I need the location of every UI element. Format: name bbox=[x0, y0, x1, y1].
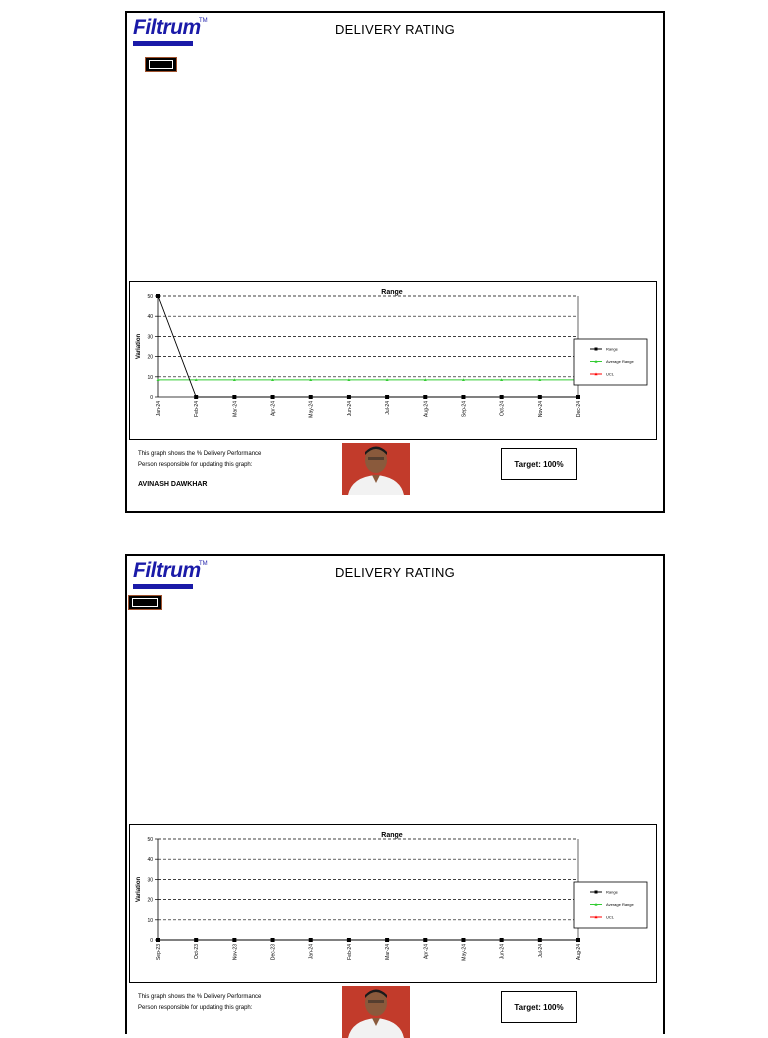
target-box: Target: 100% bbox=[501, 991, 577, 1023]
x-tick-label: Feb-24 bbox=[194, 401, 201, 417]
dark-label-box bbox=[145, 57, 177, 72]
series-line-range bbox=[158, 296, 578, 397]
x-tick-label: Oct-24 bbox=[499, 401, 506, 417]
person-photo bbox=[342, 986, 410, 1038]
legend-label: UCL bbox=[606, 914, 615, 920]
dark-label-box bbox=[128, 595, 162, 610]
data-point bbox=[385, 395, 389, 399]
x-tick-label: Aug-24 bbox=[576, 944, 582, 961]
y-axis-label: Variation bbox=[136, 333, 142, 360]
data-point bbox=[347, 395, 351, 399]
legend-label: Range bbox=[606, 346, 618, 352]
legend-label: Range bbox=[606, 889, 618, 895]
y-axis-label: Variation bbox=[136, 876, 142, 903]
x-tick-label: May-24 bbox=[308, 401, 315, 418]
page-title: DELIVERY RATING bbox=[334, 22, 456, 37]
x-tick-label: Jul-24 bbox=[537, 944, 544, 958]
data-point bbox=[576, 395, 580, 399]
graph-description: This graph shows the % Delivery Performance bbox=[138, 994, 262, 1000]
data-point bbox=[156, 938, 160, 942]
data-point bbox=[538, 938, 542, 942]
x-tick-label: Jan-24 bbox=[156, 401, 162, 417]
brand-name: Filtrum bbox=[133, 559, 201, 582]
data-point bbox=[385, 938, 389, 942]
chart-panel bbox=[129, 281, 657, 440]
x-tick-label: Nov-24 bbox=[537, 401, 544, 418]
page-title: DELIVERY RATING bbox=[334, 565, 456, 580]
data-point bbox=[500, 395, 504, 399]
x-tick-label: Oct-23 bbox=[194, 944, 201, 960]
x-tick-label: Jun-24 bbox=[346, 401, 353, 417]
report-page-2 bbox=[125, 554, 665, 1034]
data-point bbox=[423, 395, 427, 399]
y-tick-label: 40 bbox=[147, 314, 153, 321]
report-page-1 bbox=[125, 11, 665, 513]
y-tick-label: 50 bbox=[147, 294, 153, 300]
y-tick-label: 10 bbox=[147, 917, 153, 924]
legend-label: Average Range bbox=[606, 902, 634, 907]
y-tick-label: 20 bbox=[147, 354, 153, 361]
y-tick-label: 30 bbox=[147, 877, 153, 884]
brand-tm: TM bbox=[199, 561, 208, 567]
legend-label: Average Range bbox=[606, 359, 634, 364]
x-tick-label: Nov-23 bbox=[232, 944, 239, 961]
range-chart bbox=[130, 282, 656, 439]
data-point bbox=[538, 395, 542, 399]
x-tick-label: Dec-23 bbox=[270, 944, 277, 961]
data-point bbox=[156, 294, 160, 298]
y-tick-label: 50 bbox=[147, 837, 153, 843]
data-point bbox=[194, 395, 198, 399]
x-tick-label: Apr-24 bbox=[270, 401, 277, 417]
data-point bbox=[500, 938, 504, 942]
x-tick-label: Aug-24 bbox=[423, 401, 430, 418]
responsible-person: AVINASH DAWKHAR bbox=[138, 481, 208, 488]
data-point bbox=[271, 938, 275, 942]
data-point bbox=[271, 395, 275, 399]
data-point bbox=[461, 395, 465, 399]
logo-underline bbox=[133, 584, 193, 589]
brand-tm: TM bbox=[199, 18, 208, 24]
data-point bbox=[232, 395, 236, 399]
x-tick-label: Jan-24 bbox=[308, 944, 315, 960]
x-tick-label: Mar-24 bbox=[232, 401, 239, 417]
responsible-label: Person responsible for updating this graph: bbox=[138, 1005, 253, 1011]
chart-title: Range bbox=[381, 832, 403, 839]
range-chart bbox=[130, 825, 656, 982]
legend-marker bbox=[595, 348, 598, 351]
x-tick-label: Apr-24 bbox=[423, 944, 430, 960]
y-tick-label: 0 bbox=[150, 938, 153, 944]
graph-description: This graph shows the % Delivery Performance bbox=[138, 451, 262, 457]
data-point bbox=[347, 938, 351, 942]
logo-underline bbox=[133, 41, 193, 46]
brand-name: Filtrum bbox=[133, 16, 201, 39]
chart-title: Range bbox=[381, 289, 403, 296]
y-tick-label: 10 bbox=[147, 374, 153, 381]
data-point bbox=[309, 938, 313, 942]
x-tick-label: May-24 bbox=[461, 944, 468, 961]
x-tick-label: Sep-24 bbox=[461, 401, 468, 418]
data-point bbox=[194, 938, 198, 942]
x-tick-label: Jun-24 bbox=[499, 944, 506, 960]
x-tick-label: Mar-24 bbox=[385, 944, 392, 960]
y-tick-label: 20 bbox=[147, 897, 153, 904]
y-tick-label: 30 bbox=[147, 334, 153, 341]
y-tick-label: 40 bbox=[147, 857, 153, 864]
legend-label: UCL bbox=[606, 371, 615, 377]
data-point bbox=[461, 938, 465, 942]
data-point bbox=[309, 395, 313, 399]
x-tick-label: Feb-24 bbox=[346, 944, 353, 960]
data-point bbox=[576, 938, 580, 942]
x-tick-label: Dec-24 bbox=[576, 401, 582, 418]
x-tick-label: Sep-23 bbox=[156, 944, 162, 961]
data-point bbox=[232, 938, 236, 942]
chart-panel bbox=[129, 824, 657, 983]
x-tick-label: Jul-24 bbox=[385, 401, 392, 415]
y-tick-label: 0 bbox=[150, 395, 153, 401]
data-point bbox=[423, 938, 427, 942]
target-box: Target: 100% bbox=[501, 448, 577, 480]
legend-marker bbox=[595, 891, 598, 894]
responsible-label: Person responsible for updating this graph: bbox=[138, 462, 253, 468]
person-photo bbox=[342, 443, 410, 495]
